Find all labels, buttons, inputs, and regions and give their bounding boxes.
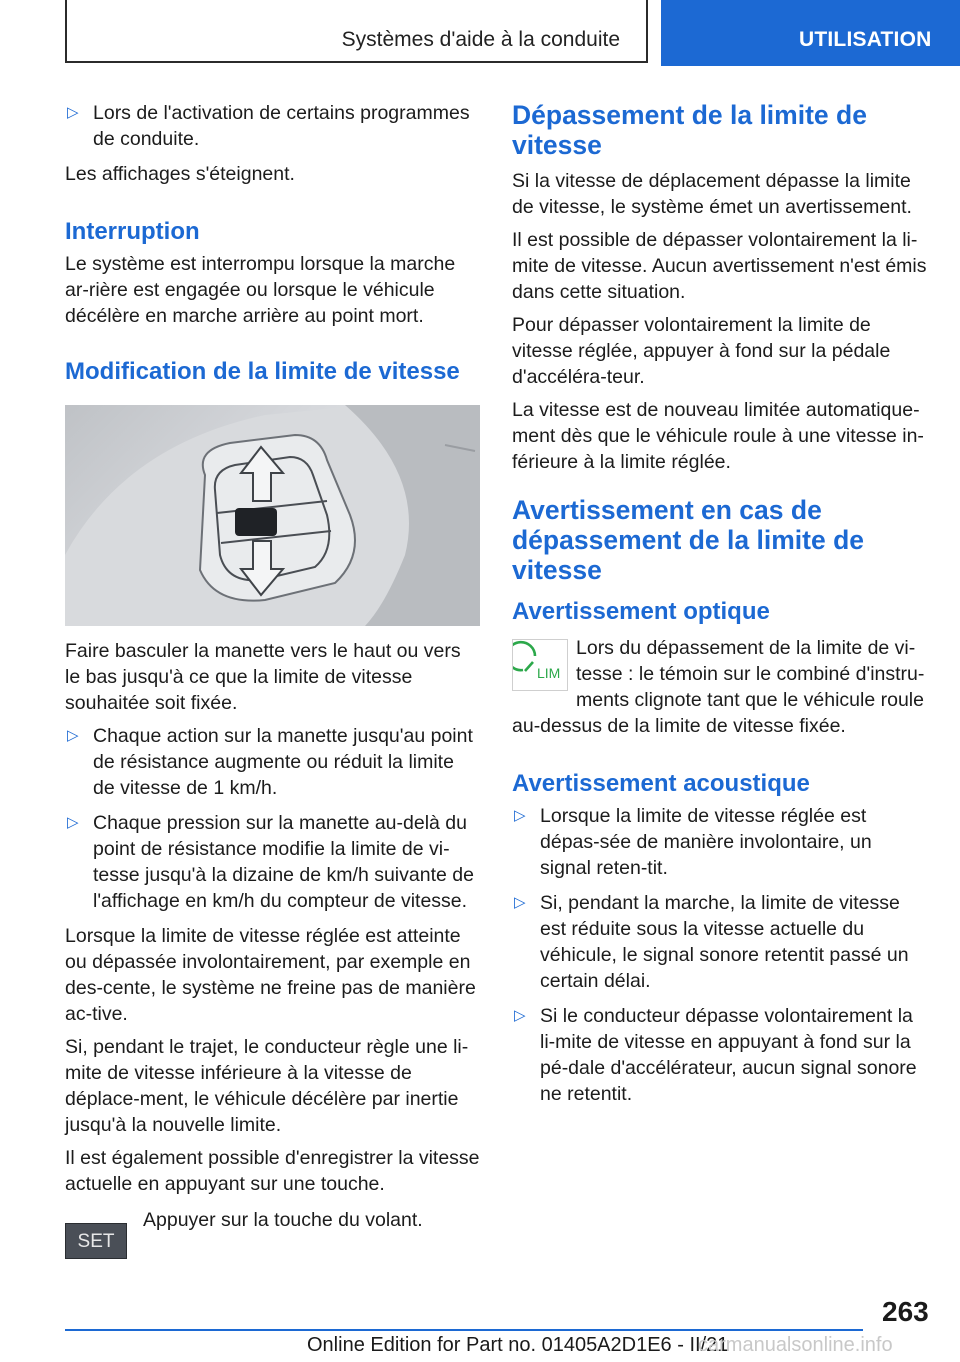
bullet-triangle-icon: ▷ [514,1007,526,1024]
footer-divider [65,1329,863,1331]
bullet-triangle-icon: ▷ [67,104,79,121]
bullet-item [512,1003,928,1107]
bullet-text: Chaque action sur la manette jusqu'au point de résistance augmente ou réduit la limite de vitesse de 1 km/h. [93,725,473,799]
header-section-title: Systèmes d'aide à la conduite [341,28,620,51]
lim-indicator-svg [513,640,567,690]
bullet-item [65,100,480,152]
steering-wheel-control-figure [65,405,480,626]
heading-acoustique: Avertissement acoustique [512,770,810,797]
paragraph: Si, pendant le trajet, le conducteur règle une li-mite de vitesse inférieure à la vitesse de déplace-ment, le véhicule décélère par inertie jusqu'à la nouvelle limite. [65,1036,469,1136]
bullet-item [65,723,480,801]
paragraph: Il est également possible d'enregistrer la vitesse actuelle en appuyant sur une touche. [65,1147,480,1195]
bullet-text: Si, pendant la marche, la limite de vitesse est réduite sous la vitesse actuelle du véhicule, le signal sonore retentit passé un certain délai. [540,892,909,992]
steering-wheel-control-illustration [65,405,480,626]
heading-depassement: Dépassement de la limite de vitesse [512,100,867,160]
set-instruction: Appuyer sur la touche du volant. [143,1209,423,1231]
left-column [65,100,480,1259]
right-column [512,100,928,1116]
paragraph: Le système est interrompu lorsque la marche ar-rière est engagée ou lorsque le véhicule décélère en marche arrière au point mort. [65,253,456,327]
paragraph: Pour dépasser volontairement la limite de vitesse réglée, appuyer à fond sur la pédale d'accéléra-teur. [512,314,891,388]
svg-text:LIM: LIM [537,665,561,681]
heading-optique: Avertissement optique [512,598,770,625]
optique-text: Lors du dépassement de la limite de vi-tesse : le témoin sur le combiné d'instru-ments clignote tant que le véhicule roule [576,637,925,711]
bullet-item [512,803,928,881]
heading-interruption: Interruption [65,218,200,245]
paragraph: Faire basculer la manette vers le haut ou vers le bas jusqu'à ce que la limite de vitesse souhaitée soit fixée. [65,640,461,714]
page-number: 263 [882,1296,929,1327]
paragraph: Si la vitesse de déplacement dépasse la limite de vitesse, le système émet un avertissement. [512,170,912,218]
bullet-text: Lors de l'activation de certains programmes de conduite. [93,102,470,150]
bullet-item [512,890,928,994]
bullet-triangle-icon: ▷ [514,807,526,824]
bullet-triangle-icon: ▷ [514,894,526,911]
paragraph: au-dessus de la limite de vitesse fixée. [512,715,846,737]
bullet-text: Lorsque la limite de vitesse réglée est dépas-sée de manière involontaire, un signal reten-tit. [540,805,872,879]
paragraph: Les affichages s'éteignent. [65,163,295,185]
header-chapter-tab[interactable] [661,0,960,66]
set-button-icon: SET [65,1223,127,1259]
lim-indicator-row [512,635,928,713]
bullet-triangle-icon: ▷ [67,814,79,831]
bullet-triangle-icon: ▷ [67,727,79,744]
set-button-row [65,1205,480,1259]
heading-modification: Modification de la limite de vitesse [65,358,460,385]
paragraph: La vitesse est de nouveau limitée automatique-ment dès que le véhicule roule à une vitesse in-férieure à la limite réglée. [512,399,924,473]
footer-edition: Online Edition for Part no. 01405A2D1E6 - II/21 [307,1334,729,1356]
paragraph: Lorsque la limite de vitesse réglée est atteinte ou dépassée involontairement, par exemple en des-cente, le système ne freine pas de manière ac-tive. [65,925,476,1025]
bullet-text: Chaque pression sur la manette au-delà du point de résistance modifie la limite de vi-tesse jusqu'à la dizaine de km/h suivante de l'affichage en km/h du compteur de vitesse. [93,812,474,912]
heading-avertissement: Avertissement en cas de dépassement de la limite de vitesse [512,495,864,585]
lim-indicator-icon [512,639,568,691]
bullet-item [65,810,480,914]
watermark: carmanualsonline.info [698,1334,893,1356]
header-tab-label: UTILISATION [799,28,932,51]
paragraph: Il est possible de dépasser volontairement la li-mite de vitesse. Aucun avertissement n'est émis dans cette situation. [512,229,927,303]
bullet-text: Si le conducteur dépasse volontairement la li-mite de vitesse en appuyant à fond sur la pé-dale d'accélérateur, aucun signal sonore ne retentit. [540,1005,917,1105]
